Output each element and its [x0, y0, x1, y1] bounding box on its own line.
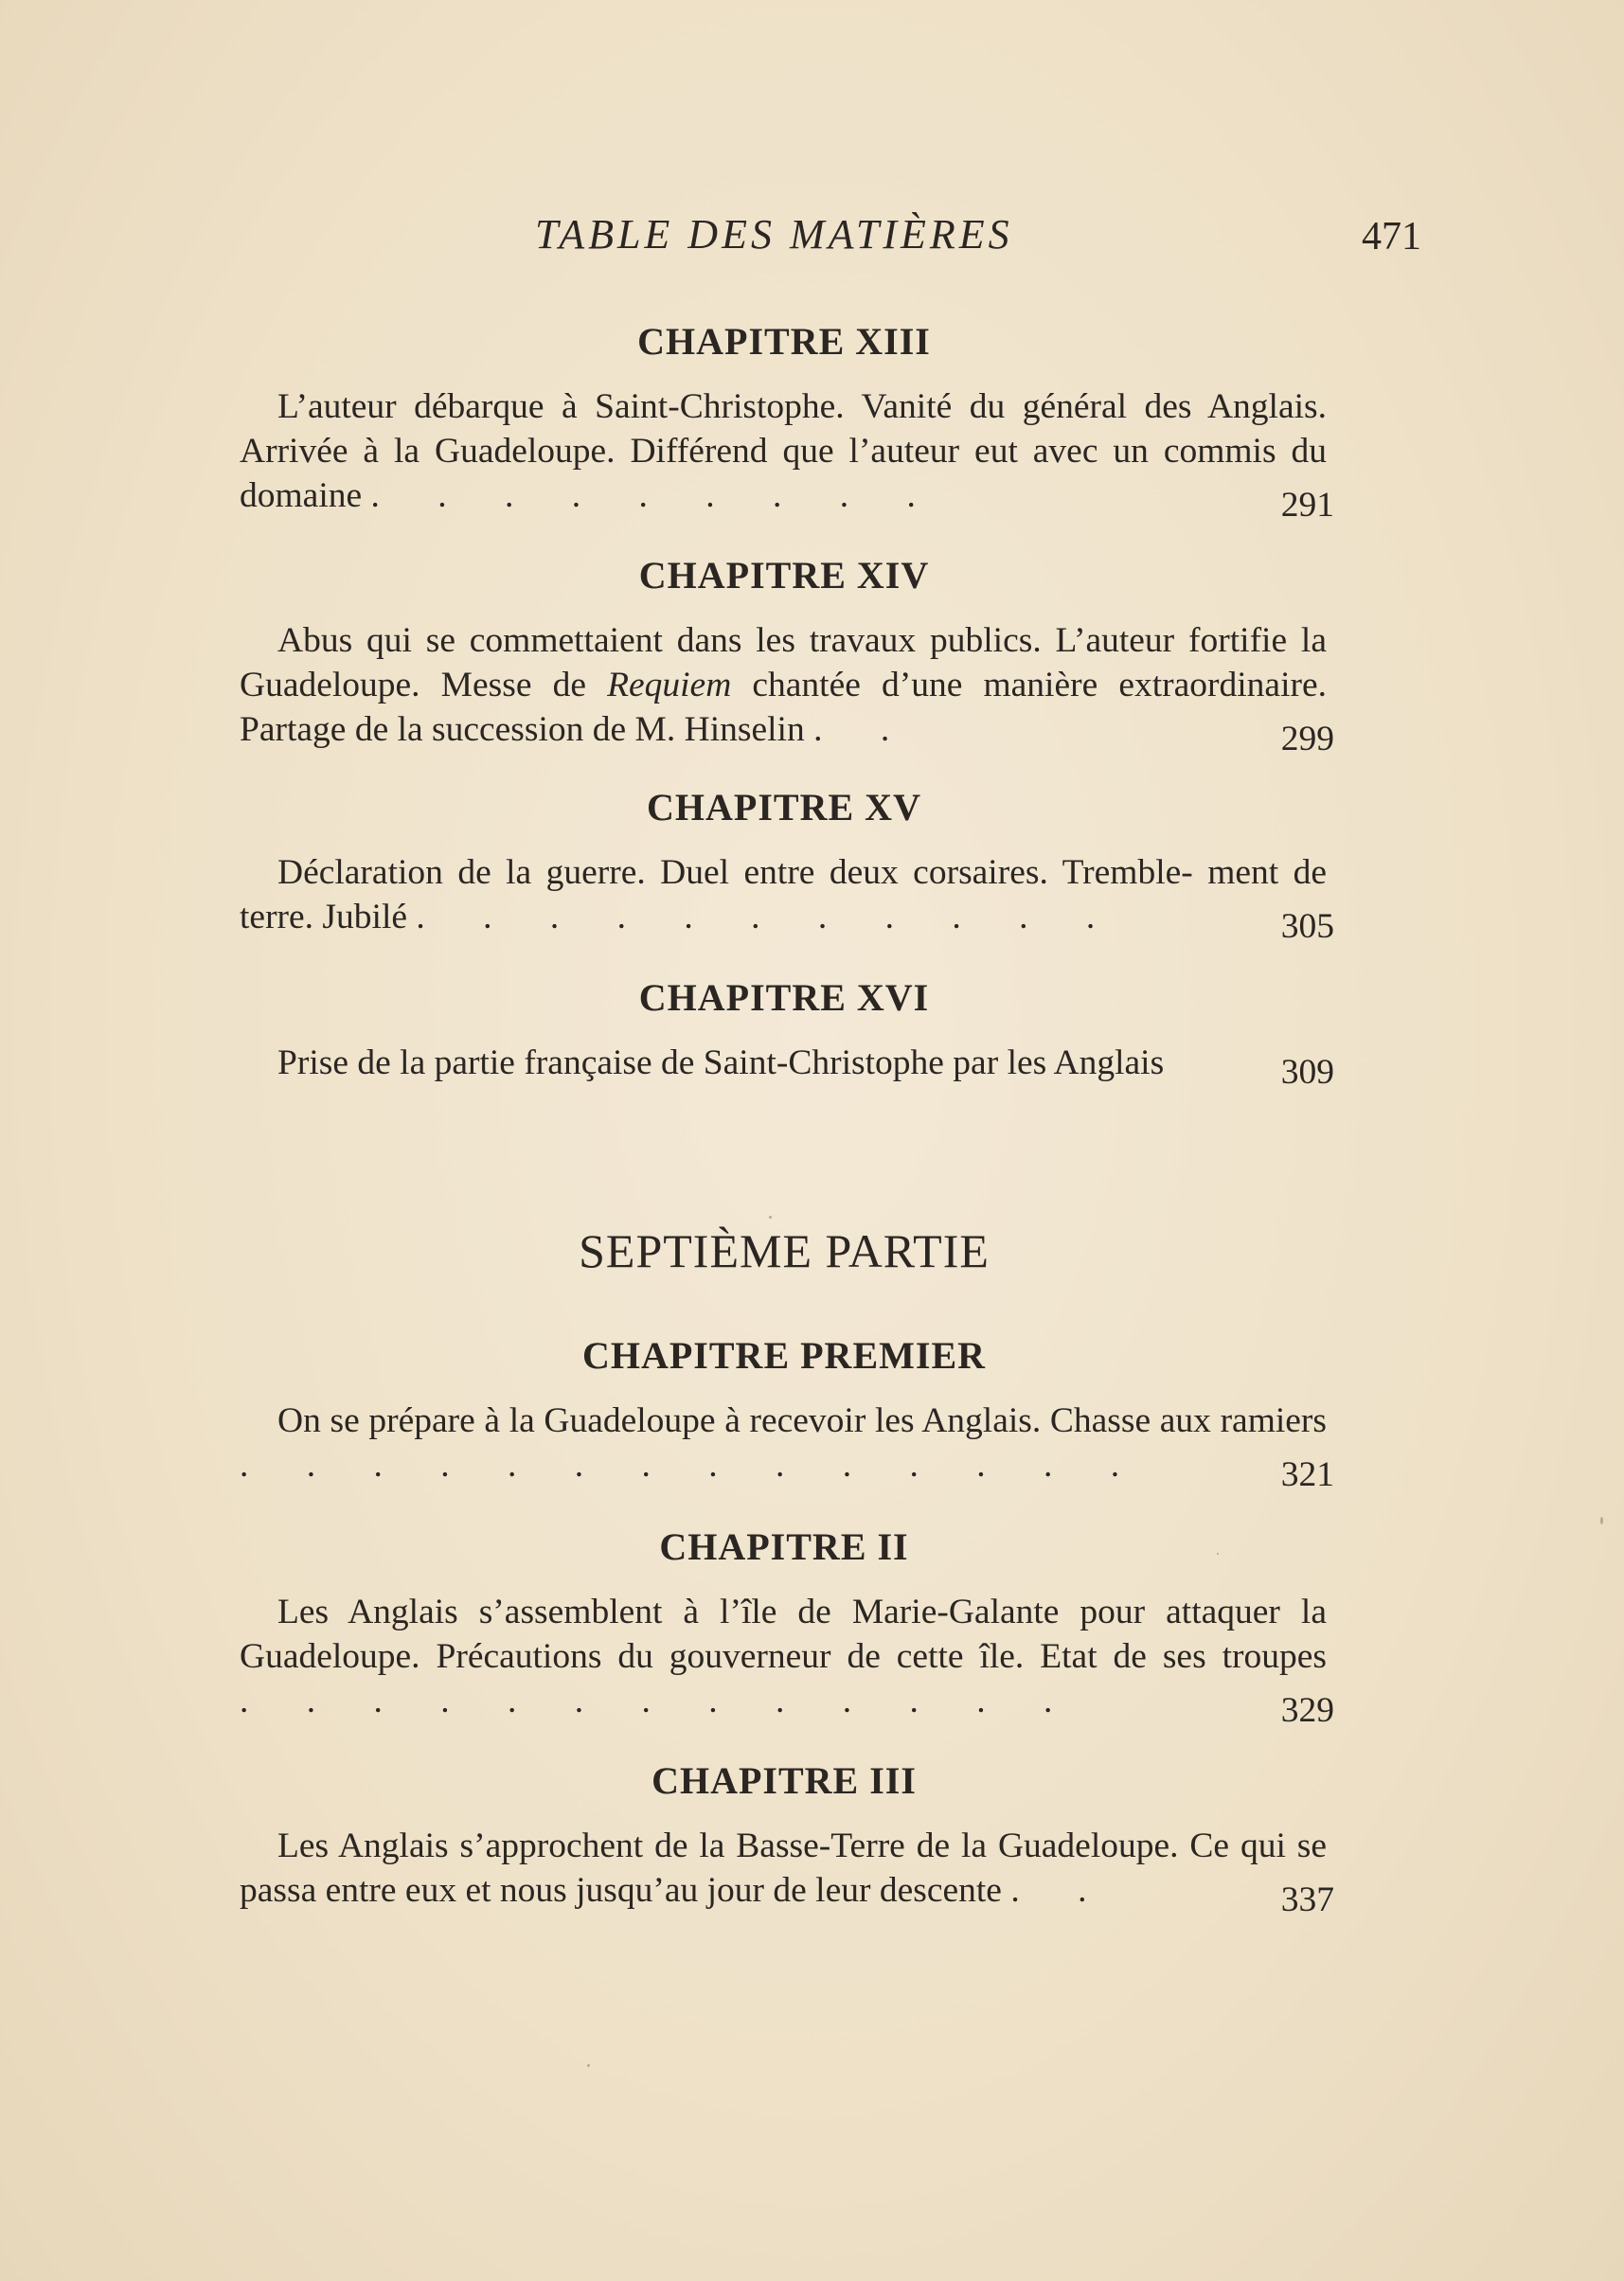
summary-line: Déclaration de la guerre. Duel entre deux corsaires. Tremble-	[277, 853, 1193, 892]
chapter-title: CHAPITRE XIII	[637, 320, 931, 363]
dot-leaders: . .	[1010, 1871, 1112, 1910]
summary-italic: Requiem	[607, 666, 732, 704]
summary-line: un commis du domaine	[240, 432, 1327, 515]
summary-line: la Guadeloupe. Précautions du gouverneur de cette île. Etat de	[240, 1593, 1327, 1676]
summary-line: ment de terre. Jubilé	[240, 853, 1327, 936]
page-reference: 321	[1280, 1455, 1334, 1494]
chapter-title: CHAPITRE II	[659, 1525, 909, 1568]
summary-line: Les Anglais s’assemblent à l’île de Marie-Galante pour attaquer	[277, 1593, 1280, 1631]
chapter-title: CHAPITRE III	[651, 1759, 917, 1802]
running-head	[0, 210, 1624, 267]
dot-leaders: . . . . . . . . . . .	[416, 898, 1120, 936]
toc-entry-chapitre-ii	[240, 1524, 1334, 1730]
toc-entry-chapter-xv	[240, 785, 1334, 946]
chapter-summary	[240, 1041, 1334, 1092]
page-reference: 337	[1280, 1880, 1334, 1919]
chapter-summary	[240, 618, 1334, 758]
chapter-title: CHAPITRE XIV	[638, 554, 930, 597]
running-title: TABLE DES MATIÈRES	[535, 211, 1013, 258]
dot-leaders: . .	[813, 710, 915, 749]
dot-leaders: . . . . . . . . . . . . . .	[240, 1446, 1145, 1485]
summary-text	[240, 618, 1327, 752]
toc-entry-chapter-xvi	[240, 975, 1334, 1092]
part-title: SEPTIÈME PARTIE	[579, 1224, 990, 1277]
summary-text	[240, 850, 1327, 939]
page-reference: 329	[1280, 1691, 1334, 1730]
chapter-title: CHAPITRE PREMIER	[581, 1334, 987, 1377]
summary-line: aux ramiers	[1159, 1401, 1328, 1440]
page-number: 471	[1362, 215, 1421, 258]
summary-line: On se prépare à la Guadeloupe à recevoir les Anglais. Chasse	[277, 1401, 1151, 1440]
page-reference: 299	[1280, 720, 1334, 758]
summary-line: fortifie la Guadeloupe. Messe de	[240, 621, 1327, 704]
summary-line: extraordinaire. Partage de la succession de M. Hinselin	[240, 666, 1327, 749]
page-reference: 309	[1280, 1053, 1334, 1092]
chapter-summary	[240, 1399, 1334, 1494]
page-reference: 291	[1280, 486, 1334, 525]
summary-text	[240, 1590, 1327, 1723]
toc-entry-chapter-xiii	[240, 319, 1334, 525]
summary-line: chantée d’une manière	[731, 666, 1098, 704]
paper-speck	[1600, 1517, 1603, 1524]
summary-text	[240, 384, 1327, 518]
dot-leaders: . . . . . . . . . . . . .	[240, 1682, 1078, 1720]
page-reference: 305	[1280, 907, 1334, 946]
chapter-summary	[240, 384, 1334, 525]
summary-line: Anglais. Arrivée à la Guadeloupe. Différend que l’auteur eut avec	[240, 387, 1327, 471]
chapter-summary	[240, 1590, 1334, 1730]
toc-entry-chapter-xiv	[240, 553, 1334, 758]
toc-entry-chapitre-iii	[240, 1758, 1334, 1919]
chapter-summary	[240, 850, 1334, 946]
summary-text	[240, 1399, 1327, 1488]
paper-speck	[769, 1216, 772, 1219]
summary-line: ses troupes	[1162, 1637, 1327, 1676]
chapter-summary	[240, 1824, 1334, 1919]
toc-entry-chapitre-premier	[240, 1333, 1334, 1494]
summary-text	[240, 1041, 1327, 1085]
chapter-title: CHAPITRE XV	[647, 786, 921, 829]
summary-line: Les Anglais s’approchent de la Basse-Terre de la Guadeloupe. Ce	[277, 1827, 1230, 1865]
summary-line: L’auteur débarque à Saint-Christophe. Vanité du général des	[277, 387, 1192, 426]
summary-line: Prise de la partie française de Saint-Christophe par les Anglais	[277, 1043, 1165, 1082]
summary-line: Abus qui se commettaient dans les travaux publics. L’auteur	[277, 621, 1175, 660]
paper-speck	[587, 2064, 590, 2067]
summary-line: qui se passa entre eux et nous jusqu’au jour de leur descente	[240, 1827, 1327, 1910]
chapter-title: CHAPITRE XVI	[638, 976, 930, 1019]
summary-text	[240, 1824, 1327, 1913]
dot-leaders: . . . . . . . . .	[370, 476, 940, 515]
